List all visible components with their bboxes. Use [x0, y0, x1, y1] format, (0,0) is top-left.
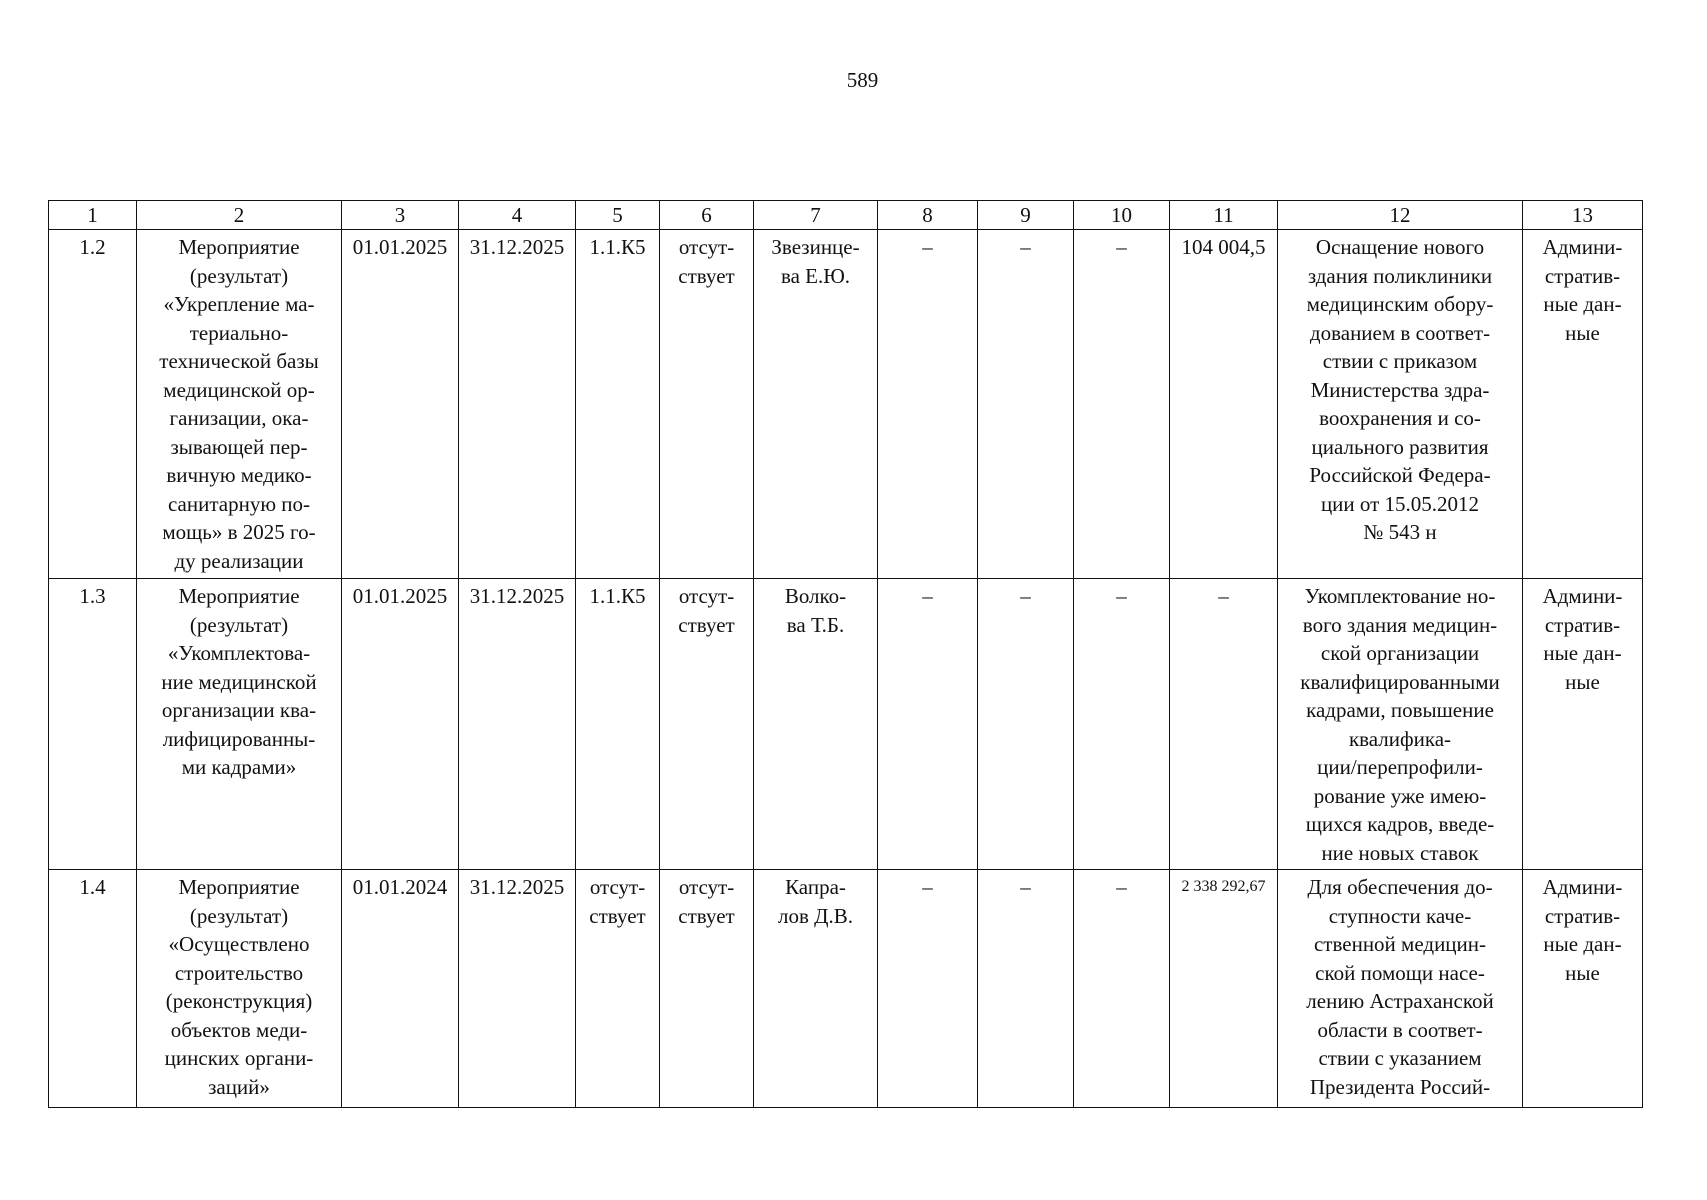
measure-result: Оснащение нового здания поликлиники медицинским обору- дованием в соответ- ствии с приказом Министерства здра- воохранения и со- циального развития Российской Федера- ции от 15.05.2012 № 543 н	[1278, 230, 1523, 579]
column-8-value: –	[878, 870, 978, 1108]
column-number: 7	[754, 201, 878, 230]
column-number: 1	[49, 201, 137, 230]
measure-code: 1.1.К5	[576, 230, 660, 579]
column-9-value: –	[978, 230, 1074, 579]
column-9-value: –	[978, 579, 1074, 870]
page-number: 589	[846, 68, 879, 92]
column-number: 5	[576, 201, 660, 230]
column-10-value: –	[1074, 579, 1170, 870]
measure-result: Укомплектование но- вого здания медицин- ской организации квалифицированными кадрами, повышение квалифика- ции/перепрофили- рование уже имею- щихся кадров, введе- ние новых ставок	[1278, 579, 1523, 870]
start-date: 01.01.2025	[342, 579, 459, 870]
responsible-person: Звезинце- ва Е.Ю.	[754, 230, 878, 579]
funding-amount: –	[1170, 579, 1278, 870]
column-8-value: –	[878, 579, 978, 870]
column-10-value: –	[1074, 230, 1170, 579]
column-number: 8	[878, 201, 978, 230]
table-row	[49, 579, 1643, 870]
data-source: Админи- стратив- ные дан- ные	[1523, 230, 1643, 579]
measure-title: Мероприятие (результат) «Осуществлено строительство (реконструкция) объектов меди- цинских органи- заций»	[137, 870, 342, 1108]
column-6-value: отсут- ствует	[660, 230, 754, 579]
row-number: 1.2	[49, 230, 137, 579]
measure-code: 1.1.К5	[576, 579, 660, 870]
responsible-person: Капра- лов Д.В.	[754, 870, 878, 1108]
table-row	[49, 870, 1643, 1108]
funding-amount: 104 004,5	[1170, 230, 1278, 579]
start-date: 01.01.2025	[342, 230, 459, 579]
column-6-value: отсут- ствует	[660, 579, 754, 870]
column-number: 6	[660, 201, 754, 230]
column-number: 10	[1074, 201, 1170, 230]
column-6-value: отсут- ствует	[660, 870, 754, 1108]
column-number-row	[49, 201, 1643, 230]
data-source: Админи- стратив- ные дан- ные	[1523, 870, 1643, 1108]
measure-title: Мероприятие (результат) «Укрепление ма- териально- технической базы медицинской ор- ганизации, ока- зывающей пер- вичную медико- санитарную по- мощь» в 2025 го- ду реализации	[137, 230, 342, 579]
column-number: 11	[1170, 201, 1278, 230]
measures-table	[48, 200, 1643, 1108]
responsible-person: Волко- ва Т.Б.	[754, 579, 878, 870]
column-number: 2	[137, 201, 342, 230]
end-date: 31.12.2025	[459, 579, 576, 870]
measure-result: Для обеспечения до- ступности каче- ственной медицин- ской помощи насе- лению Астраханской области в соответ- ствии с указанием Президента Россий-	[1278, 870, 1523, 1108]
measure-code: отсут- ствует	[576, 870, 660, 1108]
row-number: 1.4	[49, 870, 137, 1108]
column-number: 9	[978, 201, 1074, 230]
funding-amount: 2 338 292,67	[1170, 870, 1278, 1108]
column-number: 4	[459, 201, 576, 230]
end-date: 31.12.2025	[459, 230, 576, 579]
end-date: 31.12.2025	[459, 870, 576, 1108]
column-number: 12	[1278, 201, 1523, 230]
start-date: 01.01.2024	[342, 870, 459, 1108]
row-number: 1.3	[49, 579, 137, 870]
column-10-value: –	[1074, 870, 1170, 1108]
column-8-value: –	[878, 230, 978, 579]
column-number: 3	[342, 201, 459, 230]
column-9-value: –	[978, 870, 1074, 1108]
data-source: Админи- стратив- ные дан- ные	[1523, 579, 1643, 870]
table-row	[49, 230, 1643, 579]
column-number: 13	[1523, 201, 1643, 230]
measure-title: Мероприятие (результат) «Укомплектова- ние медицинской организации ква- лифицированны- ми кадрами»	[137, 579, 342, 870]
